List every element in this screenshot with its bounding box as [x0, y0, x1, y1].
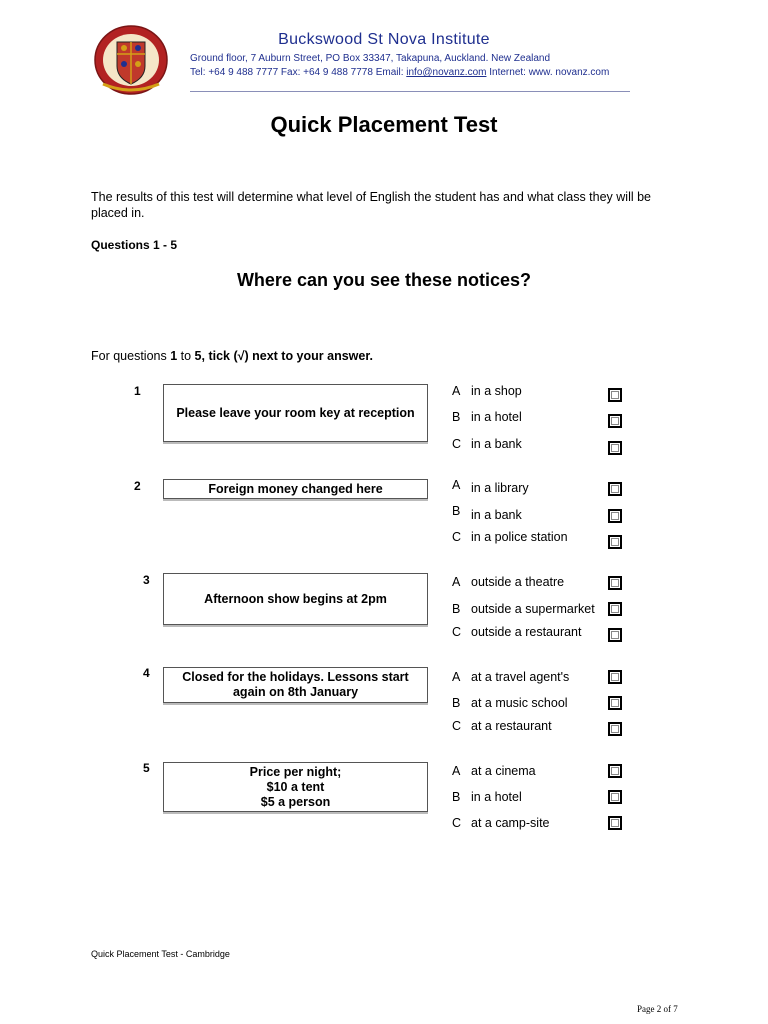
instruction-line	[91, 349, 373, 363]
checkbox-icon	[608, 535, 622, 549]
notice-box: Foreign money changed here	[163, 479, 428, 499]
option-text: at a restaurant	[471, 719, 552, 733]
answer-checkbox[interactable]	[608, 482, 622, 496]
checkbox-icon	[608, 764, 622, 778]
option-letter: B	[452, 410, 461, 424]
option-letter: A	[452, 478, 461, 492]
notice-box	[163, 762, 428, 812]
option-text: in a bank	[471, 437, 522, 451]
instruction-mid: to	[177, 349, 195, 363]
question-number: 1	[134, 384, 141, 398]
institute-crest-logo	[93, 24, 169, 96]
option-text: at a camp-site	[471, 816, 550, 830]
option-text: in a police station	[471, 530, 568, 544]
option-letter: C	[452, 816, 462, 830]
option-text: in a library	[471, 481, 529, 495]
option-text: outside a theatre	[471, 575, 565, 589]
option-text: in a shop	[471, 384, 522, 398]
option-letter: C	[452, 625, 462, 639]
answer-checkbox[interactable]	[608, 722, 622, 736]
contact-website: Internet: www. novanz.com	[486, 67, 610, 78]
option-letter: C	[452, 719, 462, 733]
notice-box: Please leave your room key at reception	[163, 384, 428, 442]
option-letter: A	[452, 670, 461, 684]
notice-line: Price per night;	[249, 764, 342, 779]
answer-checkbox[interactable]	[608, 764, 622, 778]
option-text: at a travel agent's	[471, 670, 570, 684]
email-link[interactable]: info@novanz.com	[406, 67, 487, 78]
instruction-from: 1	[170, 349, 178, 363]
instruction-pre: For questions	[91, 349, 171, 363]
section-subtitle: Where can you see these notices?	[236, 270, 532, 290]
address-line: Ground floor, 7 Auburn Street, PO Box 33347, Takapuna, Auckland. New Zealand	[190, 53, 551, 64]
answer-checkbox[interactable]	[608, 628, 622, 642]
checkbox-icon	[608, 388, 622, 402]
option-text: in a hotel	[471, 410, 522, 424]
option-letter: B	[452, 602, 461, 616]
checkbox-icon	[608, 482, 622, 496]
answer-checkbox[interactable]	[608, 576, 622, 590]
option-letter: B	[452, 504, 461, 518]
intro-paragraph: The results of this test will determine what level of English the student has and what class they will be placed in.	[91, 190, 652, 220]
checkbox-icon	[608, 816, 622, 830]
page-number: Page 2 of 7	[637, 1004, 678, 1014]
instruction-rest: 5, tick (√) next to your answer.	[194, 349, 373, 363]
option-letter: A	[452, 764, 461, 778]
checkbox-icon	[608, 414, 622, 428]
option-text: in a hotel	[471, 790, 522, 804]
option-text: at a cinema	[471, 764, 536, 778]
answer-checkbox[interactable]	[608, 816, 622, 830]
answer-checkbox[interactable]	[608, 696, 622, 710]
option-letter: B	[452, 790, 461, 804]
contact-line	[190, 67, 609, 78]
page-title: Quick Placement Test	[270, 112, 498, 137]
answer-checkbox[interactable]	[608, 535, 622, 549]
answer-checkbox[interactable]	[608, 509, 622, 523]
option-text: in a bank	[471, 508, 522, 522]
checkbox-icon	[608, 722, 622, 736]
option-text: at a music school	[471, 696, 568, 710]
checkbox-icon	[608, 628, 622, 642]
question-number: 4	[143, 666, 150, 680]
checkbox-icon	[608, 441, 622, 455]
question-number: 5	[143, 761, 150, 775]
question-number: 2	[134, 479, 141, 493]
question-number: 3	[143, 573, 150, 587]
checkbox-icon	[608, 602, 622, 616]
checkbox-icon	[608, 576, 622, 590]
notice-line: $10 a tent	[266, 779, 325, 794]
contact-phone-fax: Tel: +64 9 488 7777 Fax: +64 9 488 7778 Email:	[190, 67, 407, 78]
notice-box: Closed for the holidays. Lessons start again on 8th January	[163, 667, 428, 703]
checkbox-icon	[608, 670, 622, 684]
question-range-heading: Questions 1 - 5	[91, 238, 178, 252]
option-letter: A	[452, 384, 461, 398]
header-divider	[190, 91, 630, 92]
answer-checkbox[interactable]	[608, 388, 622, 402]
checkbox-icon	[608, 790, 622, 804]
option-letter: A	[452, 575, 461, 589]
answer-checkbox[interactable]	[608, 790, 622, 804]
option-letter: B	[452, 696, 461, 710]
option-letter: C	[452, 437, 462, 451]
checkbox-icon	[608, 696, 622, 710]
answer-checkbox[interactable]	[608, 414, 622, 428]
checkbox-icon	[608, 509, 622, 523]
organization-name: Buckswood St Nova Institute	[278, 31, 490, 48]
answer-checkbox[interactable]	[608, 670, 622, 684]
answer-checkbox[interactable]	[608, 602, 622, 616]
option-text: outside a supermarket	[471, 602, 595, 616]
option-letter: C	[452, 530, 462, 544]
answer-checkbox[interactable]	[608, 441, 622, 455]
notice-line: $5 a person	[260, 794, 331, 809]
option-text: outside a restaurant	[471, 625, 582, 639]
notice-box: Afternoon show begins at 2pm	[163, 573, 428, 625]
footer-test-name: Quick Placement Test - Cambridge	[91, 949, 230, 959]
